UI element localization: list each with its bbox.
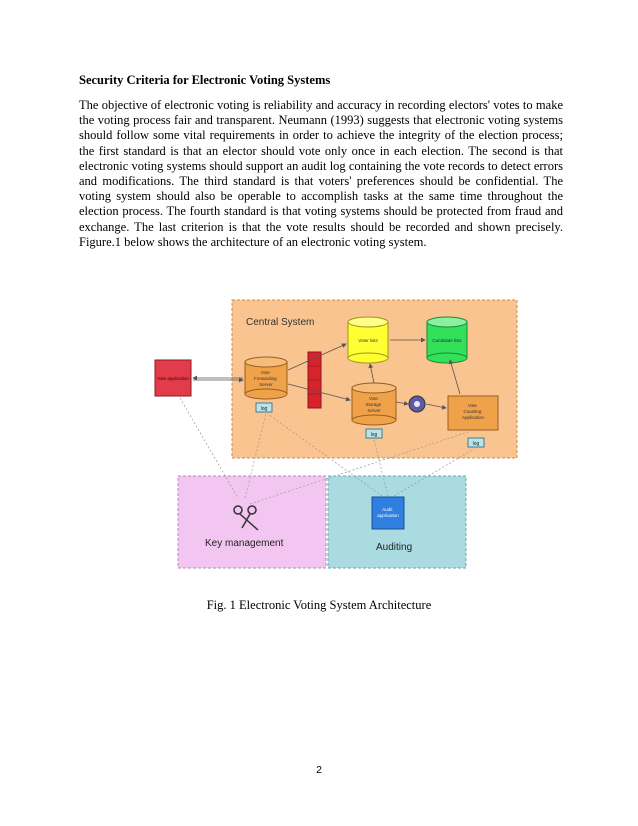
log-label-forwarding: log — [260, 406, 268, 412]
svg-text:Vote Forwarding Se: Vote Forwarding Server — [254, 370, 277, 387]
candidate-lists-db — [427, 317, 467, 363]
cog-icon — [409, 396, 425, 412]
log-label-counting: log — [472, 441, 480, 447]
audit-application-label: Audit application — [377, 507, 399, 518]
key-management-label: Key management — [205, 538, 284, 549]
auditing-label: Auditing — [376, 542, 413, 553]
vote-counting-application-db — [448, 396, 498, 430]
svg-text:Vote Counting Appl: Vote Counting Application — [461, 403, 485, 420]
key-management-region — [178, 476, 326, 568]
vote-storage-server-db — [352, 383, 396, 425]
svg-text:Candidate lists: Candidate lists — [432, 338, 462, 343]
vote-application-label: Vote application — [157, 376, 189, 381]
svg-text:Vote Storage Serve: Vote Storage Server — [365, 396, 382, 413]
vote-forwarding-server-db — [245, 357, 287, 399]
svg-text:Voter lists: Voter lists — [358, 338, 378, 343]
section-heading: Security Criteria for Electronic Voting Systems — [79, 73, 331, 87]
central-system-label: Central System — [246, 317, 315, 328]
body-paragraph: The objective of electronic voting is reliability and accuracy in recording electors' votes to make the voting process fair and transparent. Neumann (1993) suggests that electronic voting systems should follow some vital requirements in order to achieve the integrity of the election process; the first standard is that an elector should vote only once in each election. The second is that electronic voting systems should support an audit log containing the vote records to detect errors and modifications. The third standard is that voters' preferences should be confidential. The voting system should also be operable to accomplish tasks at the same time throughout the election process. The fourth standard is that voting systems should be protected from fraud and exchange. The last criterion is that the vote results should be recorded and shown precisely. Figure.1 below shows the architecture of an electronic voting system. — [79, 98, 563, 249]
architecture-figure — [150, 294, 520, 580]
log-label-storage: log — [370, 432, 378, 438]
page-number: 2 — [316, 764, 322, 776]
voter-lists-db — [348, 317, 388, 363]
figure-caption: Fig. 1 Electronic Voting System Architecture — [206, 598, 432, 612]
